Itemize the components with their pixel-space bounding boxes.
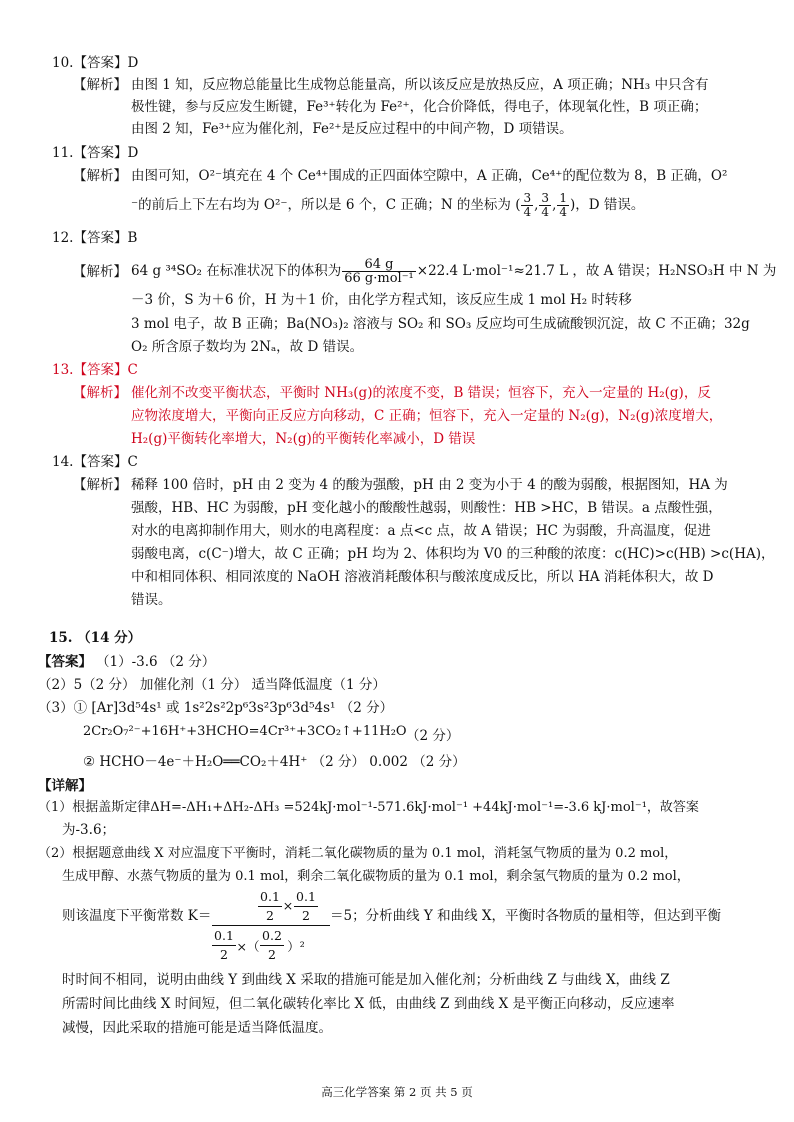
q10-exp-line3: 由图 2 知，Fe³⁺应为催化剂，Fe²⁺是反应过程中的中间产物，D 项错误。 xyxy=(131,121,573,137)
coord-sep: , xyxy=(552,197,557,213)
k-bot-d: 2 xyxy=(268,947,276,962)
q13-answer: 13.【答案】C xyxy=(52,362,138,378)
q15-detail-2-line1: （2）根据题意曲线 X 对应温度下平衡时，消耗二氧化碳物质的量为 0.1 mol，消耗氢气物质的量为 0.2 mol， xyxy=(38,846,678,861)
q15-detail-2-line3a: 则该温度下平衡常数 K＝ xyxy=(62,908,212,924)
q15-equation: 2Cr₂O₇²⁻+16H⁺+3HCHO=4Cr³⁺+3CO₂↑+11H₂O xyxy=(83,724,407,739)
k-bot-end: ）² xyxy=(287,939,305,954)
frac-denominator: 4 xyxy=(541,205,550,219)
frac-numerator: 64 g xyxy=(342,258,416,272)
frac-denominator: 4 xyxy=(523,205,532,219)
k-top-c-bar xyxy=(294,906,318,907)
q13-exp-line3: H₂(g)平衡转化率增大，N₂(g)的平衡转化率减小，D 错误 xyxy=(131,431,476,447)
q15-detail-1: （1）根据盖斯定律ΔH=-ΔH₁+ΔH₂-ΔH₃ =524kJ·mol⁻¹-571.6kJ·mol⁻¹ +44kJ·mol⁻¹=-3.6 kJ·mol⁻¹，故答案 xyxy=(38,800,699,815)
frac-numerator: 3 xyxy=(523,191,532,205)
q10-exp-line2: 极性键，参与反应发生断键，Fe³⁺转化为 Fe²⁺，化合价降低，得电子，体现氧化性，B 项正确； xyxy=(131,99,708,115)
q15-answer-label: 【答案】 xyxy=(38,654,92,670)
q12-answer: 12.【答案】B xyxy=(52,230,138,246)
q15-detail-2-line3b: ＝5；分析曲线 Y 和曲线 X，平衡时各物质的量相等，但达到平衡 xyxy=(330,908,721,924)
q12-exp-line1a: 64 g ³⁴SO₂ 在标准状况下的体积为 xyxy=(131,263,342,279)
q13-exp-line2: 应物浓度增大，平衡向正反应方向移动，C 正确；恒容下，充入一定量的 N₂(g)，N₂(g)浓度增大， xyxy=(131,408,723,424)
q15-answer-3-2: ② HCHO－4e⁻＋H₂O══CO₂＋4H⁺ （2 分） 0.002 （2 分） xyxy=(83,754,466,770)
q12-exp-line2: －3 价，S 为＋6 价，H 为＋1 价，由化学方程式知，该反应生成 1 mol H₂ 时转移 xyxy=(131,292,632,308)
q14-exp-line2: 强酸，HB、HC 为弱酸，pH 变化越小的酸酸性越弱，则酸性：HB >HC，B 错误。a 点酸性强， xyxy=(131,500,722,516)
k-top-a: 0.1 xyxy=(260,889,280,904)
volume-fraction xyxy=(342,258,416,285)
q14-exp-line1: 稀释 100 倍时，pH 由 2 变为 4 的酸为强酸，pH 由 2 变为小于 4 的酸为弱酸，根据图知，HA 为 xyxy=(131,477,728,493)
q14-exp-line3: 对水的电离抑制作用大，则水的电离程度：a 点<c 点，故 A 错误；HC 为弱酸，升高温度，促进 xyxy=(131,523,711,539)
frac-numerator: 3 xyxy=(541,191,550,205)
k-bot-a-bar xyxy=(212,945,236,946)
k-top-c: 0.1 xyxy=(296,889,316,904)
q14-exp-line4: 弱酸电离，c(C⁻)增大，故 C 正确；pH 均为 2、体积均为 V0 的三种酸的浓度：c(HC)>c(HB) >c(HA)， xyxy=(131,546,775,562)
q10-exp-label: 【解析】 xyxy=(73,77,127,93)
k-top-d: 2 xyxy=(302,908,310,923)
k-bot-times: ×（ xyxy=(236,939,260,954)
frac-denominator: 4 xyxy=(559,205,567,219)
q15-answer-3: （3）① [Ar]3d⁵4s¹ 或 1s²2s²2p⁶3s²3p⁶3d⁵4s¹ （2 分） xyxy=(38,700,394,716)
q15-detail-label: 【详解】 xyxy=(38,778,92,794)
q10-answer: 10.【答案】D xyxy=(52,55,139,71)
coord-fraction-x xyxy=(521,192,533,219)
q13-exp-line1: 催化剂不改变平衡状态，平衡时 NH₃(g)的浓度不变，B 错误；恒容下，充入一定量的 H₂(g)，反 xyxy=(131,385,711,401)
q12-exp-line1 xyxy=(131,256,776,286)
frac-denominator: 66 g·mol⁻¹ xyxy=(344,271,414,286)
q12-exp-line4: O₂ 所含原子数均为 2Nₐ，故 D 错误。 xyxy=(131,339,364,355)
k-bot-c: 0.2 xyxy=(262,928,282,943)
q15-detail-2-line5: 所需时间比曲线 X 时间短，但二氧化碳转化率比 X 低，由曲线 Z 到曲线 X 是平衡正向移动，反应速率 xyxy=(62,996,675,1012)
q15-answer-2: （2）5（2 分） 加催化剂（1 分） 适当降低温度（1 分） xyxy=(38,677,386,693)
q10-exp-line1: 由图 1 知，反应物总能量比生成物总能量高，所以该反应是放热反应，A 项正确；NH₃ 中只含有 xyxy=(131,77,709,93)
q14-exp-label: 【解析】 xyxy=(73,477,127,493)
k-top-b: 2 xyxy=(266,908,274,923)
q12-exp-label: 【解析】 xyxy=(73,264,127,280)
q11-exp-label: 【解析】 xyxy=(73,168,127,184)
coord-sep: , xyxy=(534,197,539,213)
k-bot-a: 0.1 xyxy=(214,928,234,943)
frac-numerator: 1 xyxy=(559,191,567,205)
page-footer: 高三化学答案 第 2 页 共 5 页 xyxy=(321,1085,473,1099)
k-bot-c-bar xyxy=(260,945,284,946)
q12-exp-line3: 3 mol 电子，故 B 正确；Ba(NO₃)₂ 溶液与 SO₂ 和 SO₃ 反应均可生成硫酸钡沉淀，故 C 不正确；32g xyxy=(131,316,750,332)
q15-detail-2-line6: 减慢，因此采取的措施可能是适当降低温度。 xyxy=(62,1020,332,1036)
q15-answer-1: （1）-3.6 （2 分） xyxy=(96,654,216,670)
q15-title: 15. （14 分） xyxy=(49,630,142,646)
q14-answer: 14.【答案】C xyxy=(52,454,138,470)
q11-exp-line2a: ⁻的前后上下左右均为 O²⁻，所以是 6 个，C 正确；N 的坐标为 ( xyxy=(131,197,521,213)
q11-exp-line2 xyxy=(131,192,644,219)
k-top-times: × xyxy=(282,898,294,913)
q11-exp-line2b: )，D 错误。 xyxy=(570,197,645,213)
k-top-a-bar xyxy=(258,906,282,907)
q15-equation-score: （2 分） xyxy=(406,728,460,744)
q12-exp-line1b: ×22.4 L·mol⁻¹≈21.7 L ，故 A 错误；H₂NSO₃H 中 N 为 xyxy=(416,263,777,279)
q15-detail-2-line4: 时时间不相同，说明由曲线 Y 到曲线 X 采取的措施可能是加入催化剂；分析曲线 Z 与曲线 X，曲线 Z xyxy=(62,972,670,988)
q11-exp-line1: 由图可知，O²⁻填充在 4 个 Ce⁴⁺围成的正四面体空隙中，A 正确，Ce⁴⁺的配位数为 8，B 正确，O² xyxy=(131,168,728,184)
q13-exp-label: 【解析】 xyxy=(73,385,127,401)
q15-detail-2-line2: 生成甲醇、水蒸气物质的量为 0.1 mol，剩余二氧化碳物质的量为 0.1 mol，剩余氢气物质的量为 0.2 mol， xyxy=(62,869,690,884)
k-bot-b: 2 xyxy=(220,947,228,962)
coord-fraction-z xyxy=(557,192,569,219)
q14-exp-line5: 中和相同体积、相同浓度的 NaOH 溶液消耗酸体积与酸浓度成反比，所以 HA 消耗体积大，故 D xyxy=(131,569,714,585)
k-main-bar xyxy=(212,925,330,926)
q11-answer: 11.【答案】D xyxy=(52,145,139,161)
q14-exp-line6: 错误。 xyxy=(131,592,172,608)
coord-fraction-y xyxy=(539,192,551,219)
q15-detail-1b: 为-3.6； xyxy=(62,822,116,838)
